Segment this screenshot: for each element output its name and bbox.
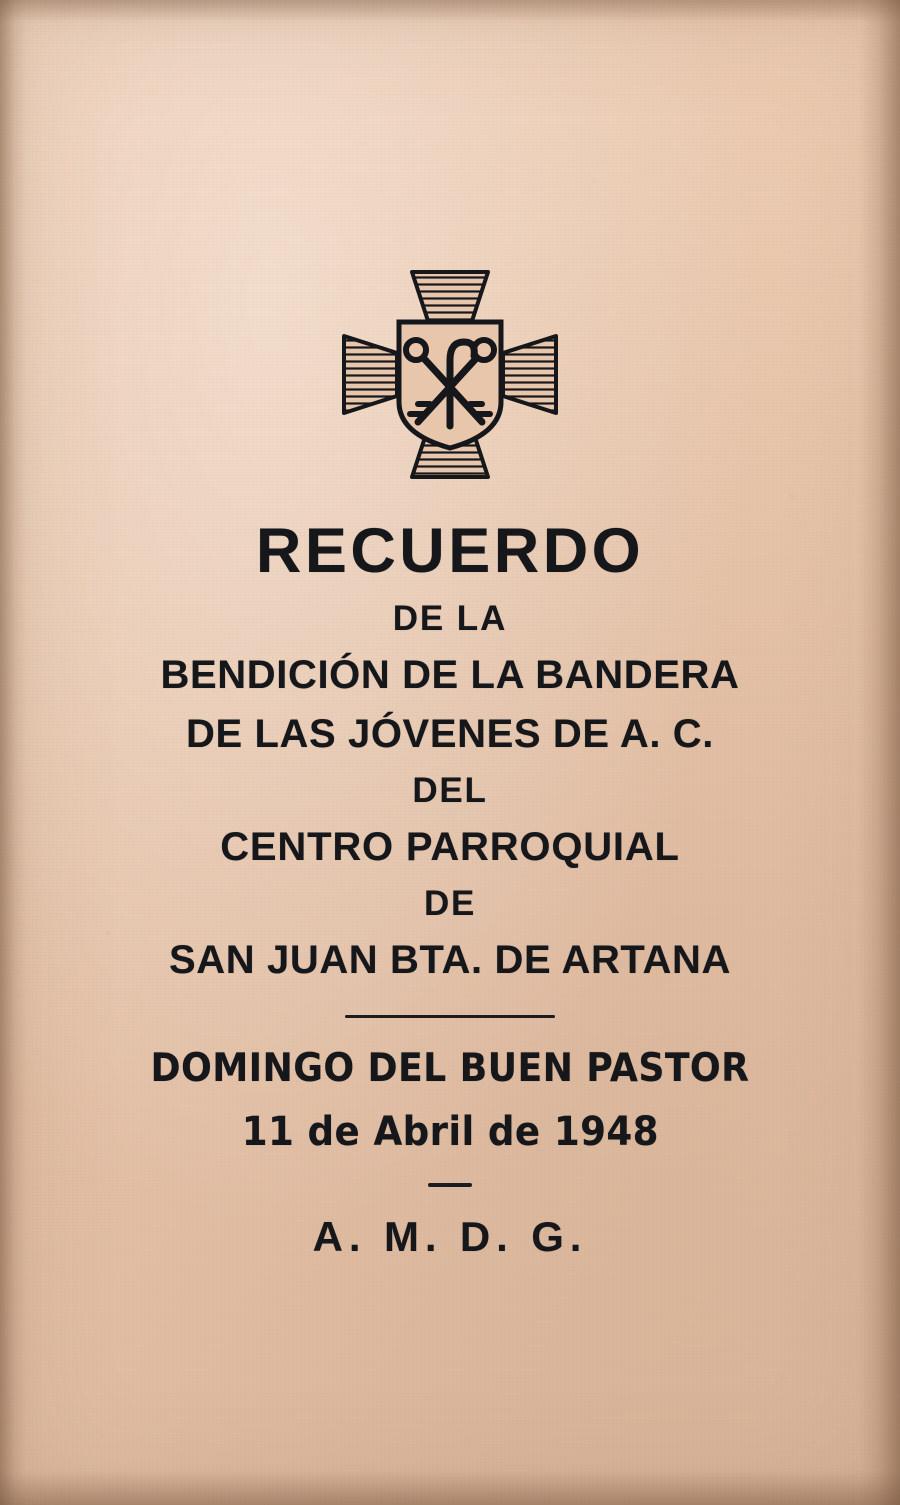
divider-long: [345, 1015, 555, 1018]
card-line-san-juan-bta-artana: SAN JUAN BTA. DE ARTANA: [169, 938, 731, 982]
card-date: 11 de Abril de 1948: [241, 1109, 659, 1155]
card-line-bendicion-bandera: BENDICIÓN DE LA BANDERA: [160, 653, 740, 697]
card-title: RECUERDO: [255, 516, 645, 586]
card-occasion: DOMINGO DEL BUEN PASTOR: [150, 1046, 750, 1091]
maltese-cross-with-shield-crossed-keys-and-crozier-icon: [340, 262, 560, 487]
card-line-jovenes-ac: DE LAS JÓVENES DE A. C.: [186, 712, 714, 756]
divider-short: [428, 1183, 472, 1187]
card-motto: A. M. D. G.: [312, 1213, 588, 1260]
card-line-de: DE: [423, 884, 477, 923]
card-line-centro-parroquial: CENTRO PARROQUIAL: [220, 825, 680, 869]
card-line-del: DEL: [412, 771, 488, 810]
card-subtitle: DE LA: [392, 599, 508, 638]
